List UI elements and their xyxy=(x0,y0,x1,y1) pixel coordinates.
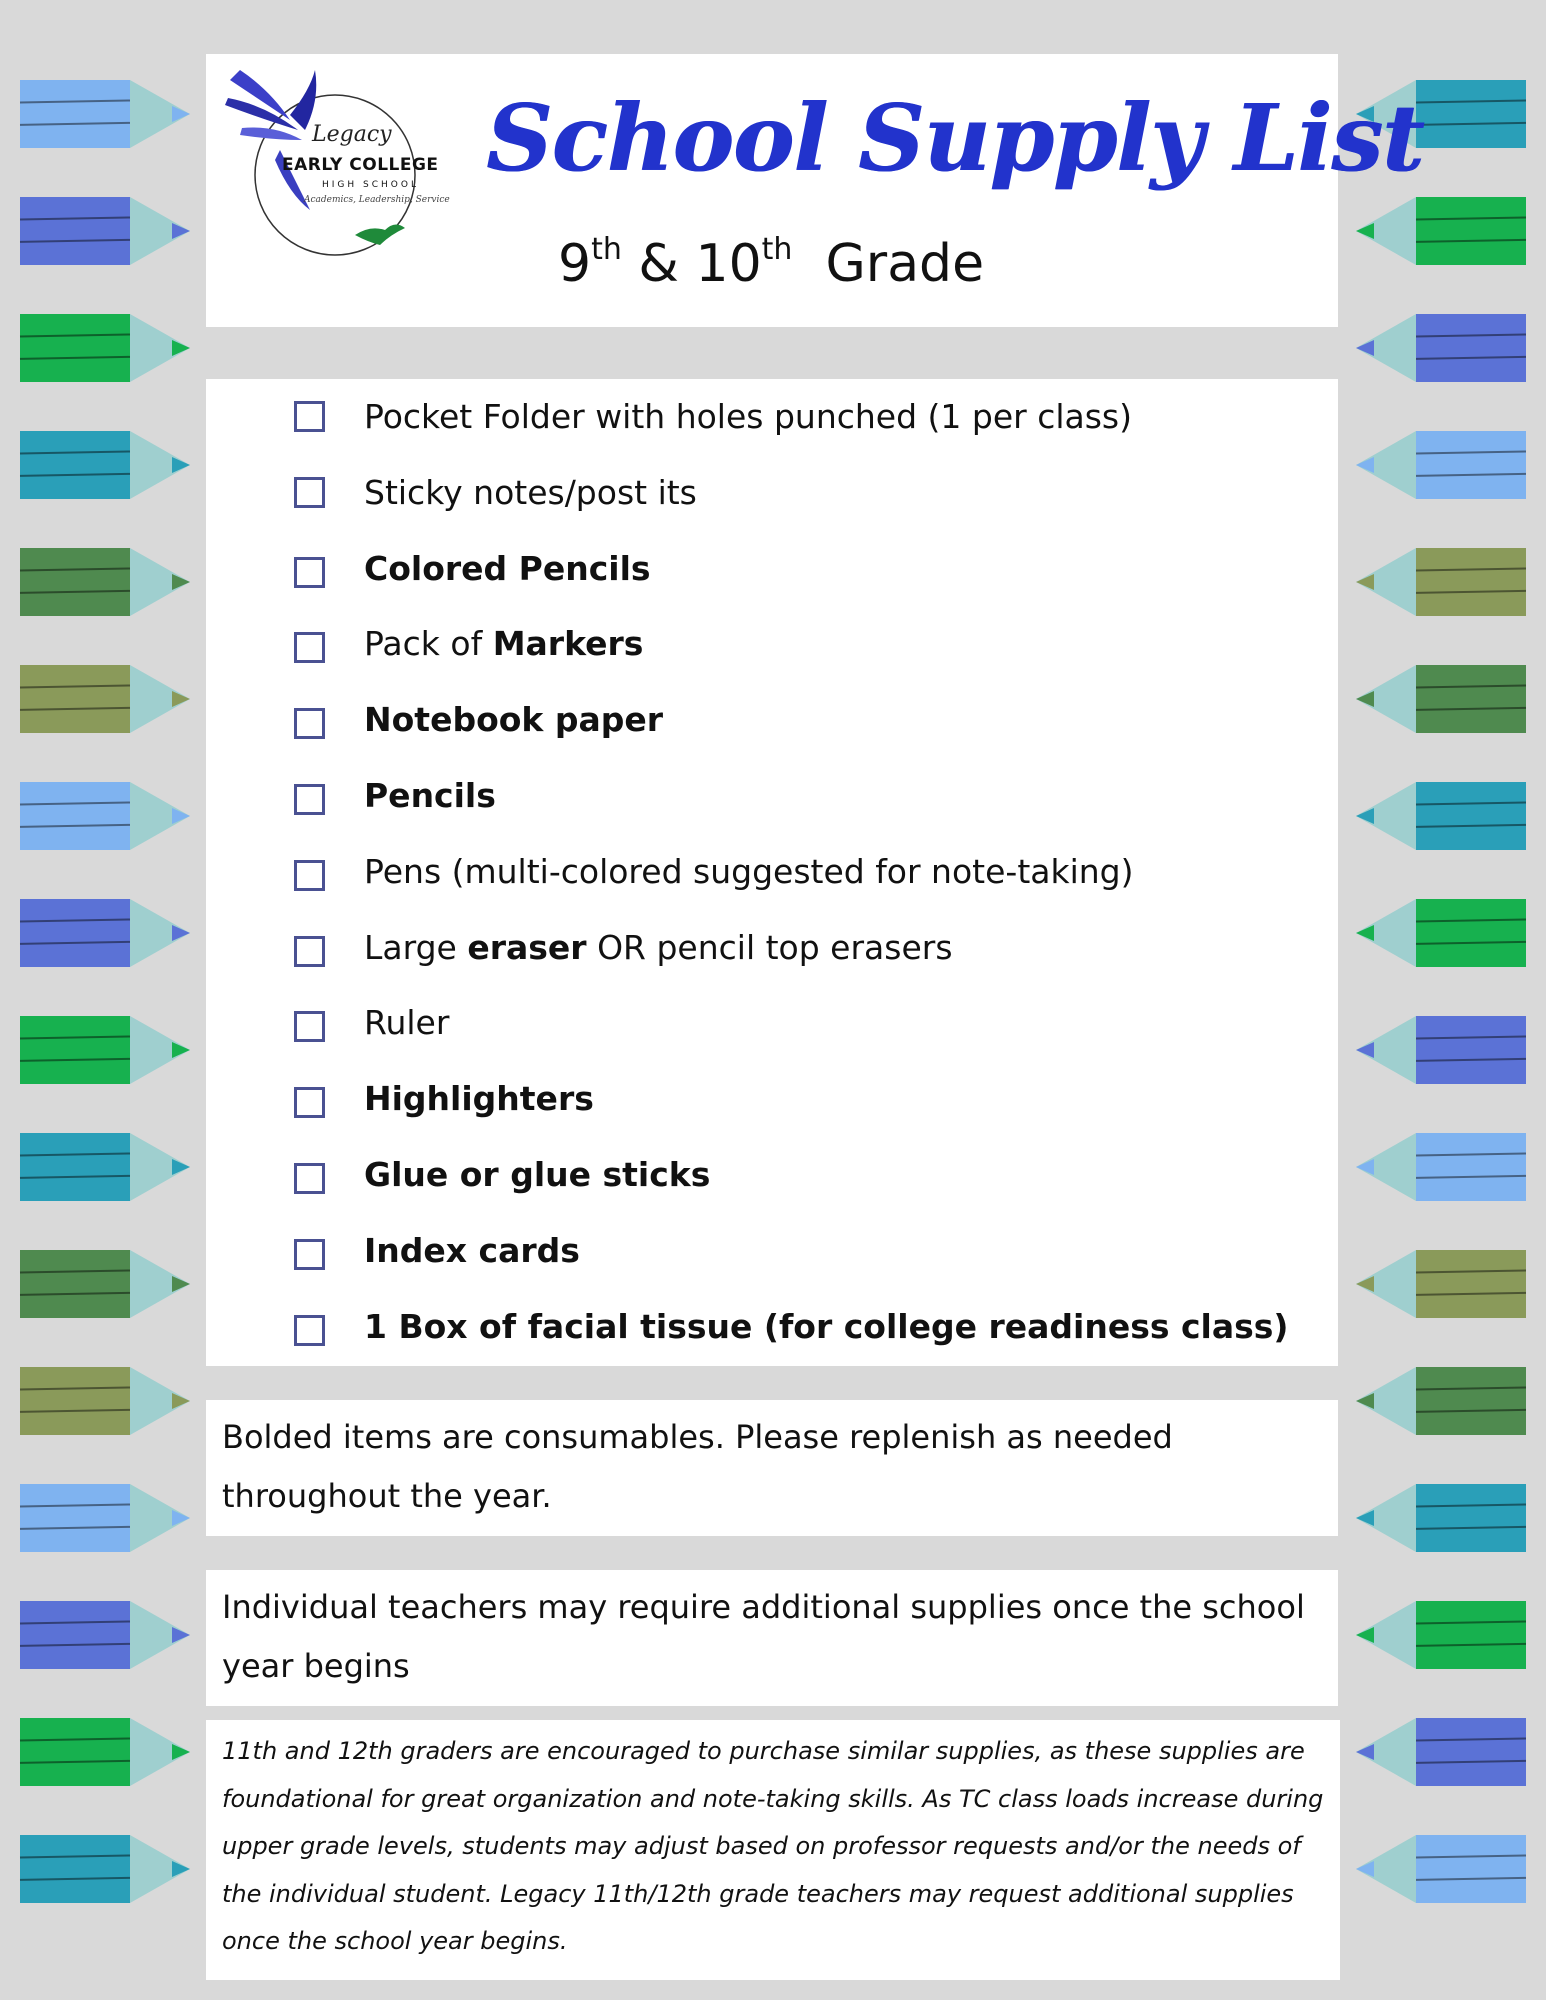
pencil-icon xyxy=(20,1133,190,1201)
logo-name: EARLY COLLEGE xyxy=(282,155,439,175)
checkbox[interactable] xyxy=(294,936,325,967)
item-text-bold: eraser xyxy=(467,927,587,967)
checkbox[interactable] xyxy=(294,1011,325,1042)
teachers-note-panel xyxy=(206,1570,1338,1706)
pencil-icon xyxy=(20,80,190,148)
pencil-icon xyxy=(20,1367,190,1435)
header-panel xyxy=(206,54,1424,327)
item-text-bold: Notebook paper xyxy=(364,700,664,740)
logo-subtitle: HIGH SCHOOL xyxy=(322,180,419,190)
item-text-bold: Pencils xyxy=(364,776,496,815)
checkbox[interactable] xyxy=(294,632,325,663)
pencil-border-left-art xyxy=(0,0,200,2000)
pencil-icon xyxy=(20,782,190,850)
item-text-bold: Highlighters xyxy=(364,1079,594,1119)
pencil-icon xyxy=(1356,1367,1526,1435)
list-item xyxy=(206,772,1338,832)
item-text: Ruler xyxy=(364,1003,450,1043)
pencil-icon xyxy=(20,1835,190,1903)
item-text-bold: Glue or glue sticks xyxy=(364,1155,711,1194)
list-item xyxy=(206,620,1338,680)
checkbox[interactable] xyxy=(294,401,325,432)
grade-a-sup: th xyxy=(591,232,622,267)
item-label xyxy=(364,852,1134,891)
item-text: Pens (multi-colored suggested for note-taking) xyxy=(364,851,1134,891)
item-label xyxy=(364,1079,594,1118)
item-label xyxy=(364,928,953,967)
pencil-border-left xyxy=(0,0,200,2000)
item-text: Large xyxy=(364,927,468,967)
checkbox[interactable] xyxy=(294,1087,325,1118)
grade-word: Grade xyxy=(825,234,985,294)
item-label xyxy=(364,549,651,588)
pencil-icon xyxy=(1356,1601,1526,1669)
item-label xyxy=(364,1231,580,1270)
grade-heading xyxy=(558,232,984,294)
pencil-icon xyxy=(20,1016,190,1084)
pencil-icon xyxy=(1356,899,1526,967)
list-item xyxy=(206,999,1338,1059)
list-item xyxy=(206,393,1338,453)
pencil-icon xyxy=(1356,1835,1526,1903)
grade-amp: & xyxy=(638,234,679,294)
pencil-icon xyxy=(20,1601,190,1669)
grade-b-sup: th xyxy=(761,232,793,267)
checkbox[interactable] xyxy=(294,477,325,508)
checkbox[interactable] xyxy=(294,1239,325,1270)
pencil-icon xyxy=(1356,548,1526,616)
item-label xyxy=(364,473,697,512)
pencil-icon xyxy=(1356,1718,1526,1786)
pencil-icon xyxy=(1356,197,1526,265)
item-text-bold: Colored Pencils xyxy=(364,548,651,588)
list-item xyxy=(206,1151,1338,1211)
logo-script-name: Legacy xyxy=(312,122,392,147)
pencil-icon xyxy=(20,314,190,382)
pencil-icon xyxy=(1356,431,1526,499)
item-label xyxy=(364,1155,710,1194)
grade-b: 10 xyxy=(695,234,762,294)
pencil-icon xyxy=(1356,1484,1526,1552)
list-item xyxy=(206,1227,1338,1287)
item-text: Sticky notes/post its xyxy=(364,472,697,512)
pencil-icon xyxy=(20,1250,190,1318)
pencil-icon xyxy=(20,899,190,967)
list-item xyxy=(206,848,1338,908)
list-item xyxy=(206,1075,1338,1135)
item-text: Pocket Folder with holes punched (1 per class) xyxy=(364,397,1132,436)
consumables-note: Bolded items are consumables. Please replenish as needed throughout the year. xyxy=(222,1418,1173,1515)
list-item xyxy=(206,1303,1338,1363)
item-text-post: OR pencil top erasers xyxy=(586,927,953,967)
pencil-icon xyxy=(1356,782,1526,850)
item-label xyxy=(364,624,643,663)
item-label xyxy=(364,1307,1288,1346)
list-item xyxy=(206,696,1338,756)
pencil-icon xyxy=(20,548,190,616)
school-logo xyxy=(220,60,450,270)
checkbox[interactable] xyxy=(294,784,325,815)
grade-a: 9 xyxy=(558,234,592,294)
item-label xyxy=(364,776,496,815)
item-text-bold: Markers xyxy=(492,624,644,664)
checkbox[interactable] xyxy=(294,708,325,739)
pencil-icon xyxy=(1356,665,1526,733)
pencil-icon xyxy=(20,197,190,265)
pencil-border-right xyxy=(1346,0,1546,2000)
item-label xyxy=(364,397,1132,436)
item-text: Pack of xyxy=(364,624,493,664)
pencil-icon xyxy=(1356,314,1526,382)
pencil-icon xyxy=(20,665,190,733)
supply-list-panel xyxy=(206,379,1338,1366)
list-item xyxy=(206,924,1338,984)
checkbox[interactable] xyxy=(294,557,325,588)
item-label xyxy=(364,1003,449,1042)
checkbox[interactable] xyxy=(294,860,325,891)
list-item xyxy=(206,545,1338,605)
pencil-icon xyxy=(1356,1133,1526,1201)
checkbox[interactable] xyxy=(294,1315,325,1346)
upper-grade-note-panel xyxy=(206,1720,1340,1980)
item-text-bold: Index cards xyxy=(364,1230,580,1270)
pencil-icon xyxy=(20,431,190,499)
logo-motto: Academics, Leadership, Service xyxy=(304,195,450,205)
upper-grade-note: 11th and 12th graders are encouraged to purchase similar supplies, as these supplies are foundational for great organization and note-taking skills. As TC class loads increase during upper grade levels, students may adjust based on professor requests and/or the needs of the individual student. Legacy 11th/12th grade teachers may request additional supplies once the school year begins. xyxy=(222,1737,1324,1955)
list-item xyxy=(206,469,1338,529)
pencil-icon xyxy=(20,1718,190,1786)
item-label xyxy=(364,700,663,739)
pencil-icon xyxy=(1356,1250,1526,1318)
pencil-icon xyxy=(20,1484,190,1552)
teachers-note: Individual teachers may require additional supplies once the school year begins xyxy=(222,1588,1305,1685)
checkbox[interactable] xyxy=(294,1163,325,1194)
item-text-bold: 1 Box of facial tissue (for college readiness class) xyxy=(364,1306,1289,1346)
page-title: School Supply List xyxy=(486,84,1424,192)
consumables-note-panel xyxy=(206,1400,1338,1536)
pencil-icon xyxy=(1356,1016,1526,1084)
pencil-border-right-art xyxy=(1346,0,1546,2000)
